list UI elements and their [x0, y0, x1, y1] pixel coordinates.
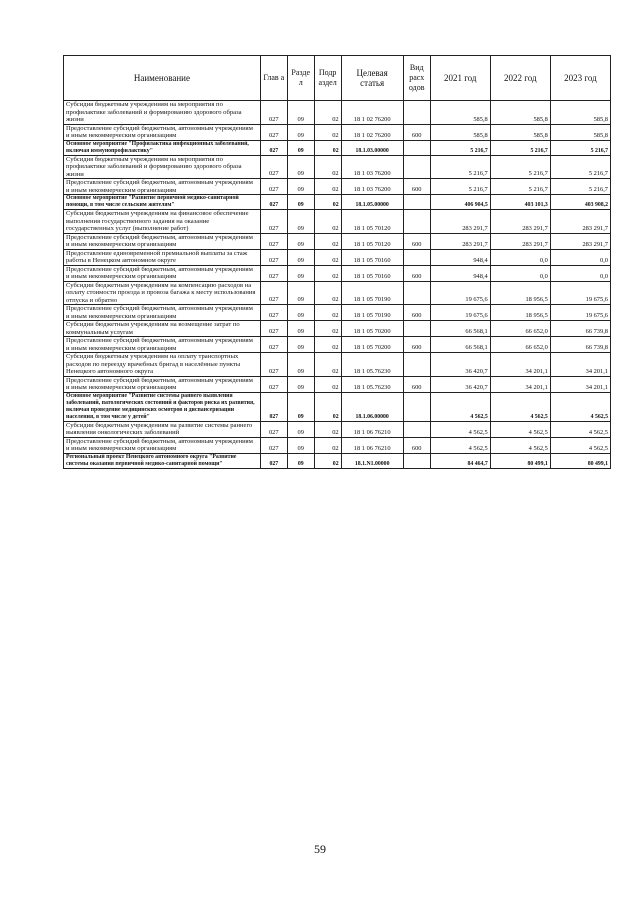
cell-chapter: 027	[260, 140, 287, 155]
cell-2022: 4 562,5	[490, 421, 550, 437]
cell-subsection: 02	[314, 140, 341, 155]
cell-target: 18 1 02 76200	[341, 101, 403, 125]
cell-subsection: 02	[314, 421, 341, 437]
cell-name: Основное мероприятие "Профилактика инфекционных заболеваний, включая иммунопрофилактику"	[64, 140, 261, 155]
table-row	[64, 140, 611, 155]
cell-chapter: 027	[260, 321, 287, 337]
cell-2023: 5 216,7	[550, 155, 610, 179]
cell-2023: 19 675,6	[550, 281, 610, 305]
cell-name: Предоставление субсидий бюджетным, автономным учреждениям и иным некоммерческим организациям	[64, 376, 261, 392]
cell-2022: 34 201,1	[490, 353, 550, 377]
cell-subsection: 02	[314, 337, 341, 353]
cell-chapter: 027	[260, 265, 287, 281]
cell-target: 18 1 05 70160	[341, 249, 403, 265]
cell-section: 09	[287, 155, 314, 179]
cell-2023: 19 675,6	[550, 305, 610, 321]
table-row	[64, 353, 611, 377]
cell-2023: 585,8	[550, 124, 610, 140]
cell-2023: 5 216,7	[550, 179, 610, 195]
cell-2023: 283 291,7	[550, 233, 610, 249]
cell-2022: 18 956,5	[490, 281, 550, 305]
cell-name: Субсидия бюджетным учреждениям на оплату транспортных расходов по переезду врачебных бригад в населённые пункты Ненецкого автономного округа	[64, 353, 261, 377]
cell-section: 09	[287, 124, 314, 140]
cell-subsection: 02	[314, 179, 341, 195]
cell-2023: 403 908,2	[550, 195, 610, 210]
cell-target: 18 1 05.76230	[341, 376, 403, 392]
cell-target: 18.1.N1.00000	[341, 453, 403, 468]
table-row	[64, 101, 611, 125]
cell-chapter: 027	[260, 437, 287, 453]
cell-target: 18 1 05 70200	[341, 337, 403, 353]
header-2023: 2023 год	[550, 56, 610, 101]
cell-section: 09	[287, 195, 314, 210]
cell-2021: 948,4	[430, 249, 490, 265]
cell-2022: 283 291,7	[490, 210, 550, 234]
cell-2021: 19 675,6	[430, 305, 490, 321]
cell-2023: 66 739,8	[550, 337, 610, 353]
cell-2021: 585,8	[430, 124, 490, 140]
cell-2022: 80 499,1	[490, 453, 550, 468]
cell-name: Предоставление субсидий бюджетным, автономным учреждениям и иным некоммерческим организациям	[64, 437, 261, 453]
cell-chapter: 027	[260, 195, 287, 210]
cell-target: 18 1 06 76210	[341, 437, 403, 453]
cell-chapter: 027	[260, 453, 287, 468]
table-row	[64, 233, 611, 249]
header-name: Наименование	[64, 56, 261, 101]
cell-2023: 283 291,7	[550, 210, 610, 234]
cell-subsection: 02	[314, 305, 341, 321]
header-expense-type: Вид расх одов	[403, 56, 430, 101]
cell-2021: 19 675,6	[430, 281, 490, 305]
cell-2023: 34 201,1	[550, 376, 610, 392]
cell-name: Предоставление единовременной премиальной выплаты за стаж работы в Ненецком автономном округе	[64, 249, 261, 265]
table-row	[64, 453, 611, 468]
header-target: Целевая статья	[341, 56, 403, 101]
cell-chapter: 027	[260, 392, 287, 421]
cell-2023: 0,0	[550, 249, 610, 265]
cell-target: 18 1 02 76200	[341, 124, 403, 140]
cell-2023: 80 499,1	[550, 453, 610, 468]
cell-2021: 585,8	[430, 101, 490, 125]
cell-2021: 4 562,5	[430, 421, 490, 437]
table-row	[64, 392, 611, 421]
header-section: Разде л	[287, 56, 314, 101]
header-2022: 2022 год	[490, 56, 550, 101]
table-row	[64, 421, 611, 437]
cell-target: 18 1 06 76210	[341, 421, 403, 437]
cell-name: Субсидии бюджетным учреждениям на финансовое обеспечение выполнения государственного задания на оказание государственных услуг (выполнение работ)	[64, 210, 261, 234]
cell-subsection: 02	[314, 353, 341, 377]
cell-name: Субсидии бюджетным учреждениям на развитие системы раннего выявления онкологических заболеваний	[64, 421, 261, 437]
cell-2022: 283 291,7	[490, 233, 550, 249]
table-row	[64, 437, 611, 453]
cell-2021: 66 568,1	[430, 337, 490, 353]
budget-table	[63, 55, 611, 469]
cell-name: Основное мероприятие "Развитие первичной медико-санитарной помощи, в том числе сельским жителям"	[64, 195, 261, 210]
cell-name: Предоставление субсидий бюджетным, автономным учреждениям и иным некоммерческим организациям	[64, 305, 261, 321]
cell-2023: 4 562,5	[550, 421, 610, 437]
cell-chapter: 027	[260, 421, 287, 437]
cell-expense-type: 600	[403, 265, 430, 281]
cell-2021: 66 568,1	[430, 321, 490, 337]
cell-section: 09	[287, 265, 314, 281]
cell-subsection: 02	[314, 265, 341, 281]
cell-expense-type	[403, 249, 430, 265]
cell-section: 09	[287, 233, 314, 249]
cell-section: 09	[287, 249, 314, 265]
cell-expense-type	[403, 281, 430, 305]
cell-chapter: 027	[260, 210, 287, 234]
cell-section: 09	[287, 353, 314, 377]
cell-2022: 18 956,5	[490, 305, 550, 321]
table-row	[64, 195, 611, 210]
cell-2022: 585,8	[490, 101, 550, 125]
table-row	[64, 321, 611, 337]
cell-name: Предоставление субсидий бюджетным, автономным учреждениям и иным некоммерческим организациям	[64, 179, 261, 195]
cell-subsection: 02	[314, 376, 341, 392]
cell-name: Субсидии бюджетным учреждениям на компенсацию расходов на оплату стоимости проезда и провоза багажа к месту использования отпуска и обратно	[64, 281, 261, 305]
cell-chapter: 027	[260, 305, 287, 321]
cell-expense-type	[403, 140, 430, 155]
cell-section: 09	[287, 179, 314, 195]
table-row	[64, 337, 611, 353]
cell-section: 09	[287, 392, 314, 421]
cell-expense-type: 600	[403, 437, 430, 453]
cell-2023: 4 562,5	[550, 392, 610, 421]
cell-subsection: 02	[314, 195, 341, 210]
cell-2021: 948,4	[430, 265, 490, 281]
cell-2022: 4 562,5	[490, 392, 550, 421]
cell-target: 18 1 05 70200	[341, 321, 403, 337]
page-number: 59	[314, 842, 326, 856]
cell-2021: 36 420,7	[430, 376, 490, 392]
table-row	[64, 305, 611, 321]
header-subsection: Подр аздел	[314, 56, 341, 101]
cell-name: Основное мероприятие "Развитие системы раннего выявления заболеваний, патологических состояний и факторов риска их развития, включая проведение медицинских осмотров и диспансеризации населения, в том числе у детей"	[64, 392, 261, 421]
cell-chapter: 027	[260, 124, 287, 140]
cell-expense-type: 600	[403, 305, 430, 321]
table-row	[64, 155, 611, 179]
cell-target: 18 1 05 70190	[341, 281, 403, 305]
cell-chapter: 027	[260, 376, 287, 392]
cell-name: Предоставление субсидий бюджетным, автономным учреждениям и иным некоммерческим организациям	[64, 265, 261, 281]
cell-2021: 4 562,5	[430, 392, 490, 421]
cell-chapter: 027	[260, 101, 287, 125]
cell-2021: 4 562,5	[430, 437, 490, 453]
cell-target: 18 1 05 70120	[341, 210, 403, 234]
cell-subsection: 02	[314, 155, 341, 179]
cell-expense-type	[403, 453, 430, 468]
table-row	[64, 249, 611, 265]
cell-target: 18 1 05.76230	[341, 353, 403, 377]
cell-expense-type	[403, 353, 430, 377]
cell-name: Предоставление субсидий бюджетным, автономным учреждениям и иным некоммерческим организациям	[64, 124, 261, 140]
cell-target: 18 1 03 76200	[341, 155, 403, 179]
cell-chapter: 027	[260, 249, 287, 265]
cell-section: 09	[287, 305, 314, 321]
cell-2023: 585,8	[550, 101, 610, 125]
cell-2023: 34 201,1	[550, 353, 610, 377]
cell-2022: 0,0	[490, 265, 550, 281]
cell-target: 18 1 05 70120	[341, 233, 403, 249]
cell-2022: 5 216,7	[490, 155, 550, 179]
cell-section: 09	[287, 281, 314, 305]
cell-2021: 84 464,7	[430, 453, 490, 468]
cell-chapter: 027	[260, 155, 287, 179]
cell-section: 09	[287, 101, 314, 125]
cell-expense-type	[403, 421, 430, 437]
cell-2021: 406 904,5	[430, 195, 490, 210]
cell-2022: 66 652,0	[490, 337, 550, 353]
cell-2023: 66 739,8	[550, 321, 610, 337]
cell-2021: 5 216,7	[430, 179, 490, 195]
cell-2021: 5 216,7	[430, 140, 490, 155]
cell-2023: 5 216,7	[550, 140, 610, 155]
cell-subsection: 02	[314, 210, 341, 234]
cell-chapter: 027	[260, 233, 287, 249]
cell-2022: 403 101,3	[490, 195, 550, 210]
cell-2022: 0,0	[490, 249, 550, 265]
cell-2022: 4 562,5	[490, 437, 550, 453]
table-row	[64, 179, 611, 195]
header-2021: 2021 год	[430, 56, 490, 101]
header-row	[64, 56, 611, 101]
cell-expense-type	[403, 210, 430, 234]
cell-chapter: 027	[260, 281, 287, 305]
header-chapter: Глав а	[260, 56, 287, 101]
cell-name: Субсидия бюджетным учреждениям на мероприятия по профилактике заболеваний и формированию здорового образа жизни	[64, 101, 261, 125]
cell-section: 09	[287, 337, 314, 353]
cell-2021: 283 291,7	[430, 210, 490, 234]
cell-target: 18.1.05.00000	[341, 195, 403, 210]
cell-subsection: 02	[314, 437, 341, 453]
cell-2022: 34 201,1	[490, 376, 550, 392]
cell-target: 18 1 03 76200	[341, 179, 403, 195]
table-body	[64, 101, 611, 469]
table-row	[64, 376, 611, 392]
cell-expense-type	[403, 195, 430, 210]
cell-subsection: 02	[314, 233, 341, 249]
cell-2021: 5 216,7	[430, 155, 490, 179]
cell-2023: 0,0	[550, 265, 610, 281]
cell-section: 09	[287, 321, 314, 337]
cell-section: 09	[287, 376, 314, 392]
cell-subsection: 02	[314, 392, 341, 421]
cell-2022: 5 216,7	[490, 179, 550, 195]
cell-chapter: 027	[260, 337, 287, 353]
cell-name: Предоставление субсидий бюджетным, автономным учреждениям и иным некоммерческим организациям	[64, 337, 261, 353]
cell-target: 18.1.06.00000	[341, 392, 403, 421]
cell-expense-type: 600	[403, 337, 430, 353]
cell-subsection: 02	[314, 321, 341, 337]
cell-2021: 36 420,7	[430, 353, 490, 377]
cell-section: 09	[287, 437, 314, 453]
cell-expense-type: 600	[403, 179, 430, 195]
table-row	[64, 281, 611, 305]
cell-name: Субсидия бюджетным учреждениям на мероприятия по профилактике заболеваний и формированию здорового образа жизни	[64, 155, 261, 179]
cell-name: Региональный проект Ненецкого автономного округа "Развитие системы оказания первичной медико-санитарной помощи"	[64, 453, 261, 468]
cell-2021: 283 291,7	[430, 233, 490, 249]
cell-chapter: 027	[260, 179, 287, 195]
cell-section: 09	[287, 421, 314, 437]
cell-name: Предоставление субсидий бюджетным, автономным учреждениям и иным некоммерческим организациям	[64, 233, 261, 249]
cell-2022: 5 216,7	[490, 140, 550, 155]
cell-expense-type	[403, 392, 430, 421]
cell-target: 18 1 05 70190	[341, 305, 403, 321]
cell-section: 09	[287, 140, 314, 155]
cell-subsection: 02	[314, 101, 341, 125]
cell-2022: 585,8	[490, 124, 550, 140]
cell-section: 09	[287, 453, 314, 468]
table-row	[64, 210, 611, 234]
cell-subsection: 02	[314, 249, 341, 265]
cell-subsection: 02	[314, 281, 341, 305]
cell-expense-type: 600	[403, 376, 430, 392]
cell-expense-type: 600	[403, 124, 430, 140]
table-row	[64, 265, 611, 281]
cell-expense-type	[403, 321, 430, 337]
cell-name: Субсидии бюджетным учреждениям на возмещение затрат по коммунальным услугам	[64, 321, 261, 337]
cell-subsection: 02	[314, 124, 341, 140]
cell-section: 09	[287, 210, 314, 234]
cell-expense-type	[403, 155, 430, 179]
cell-target: 18.1.03.00000	[341, 140, 403, 155]
cell-2022: 66 652,0	[490, 321, 550, 337]
cell-2023: 4 562,5	[550, 437, 610, 453]
cell-chapter: 027	[260, 353, 287, 377]
cell-expense-type: 600	[403, 233, 430, 249]
cell-subsection: 02	[314, 453, 341, 468]
cell-expense-type	[403, 101, 430, 125]
cell-target: 18 1 05 70160	[341, 265, 403, 281]
table-row	[64, 124, 611, 140]
